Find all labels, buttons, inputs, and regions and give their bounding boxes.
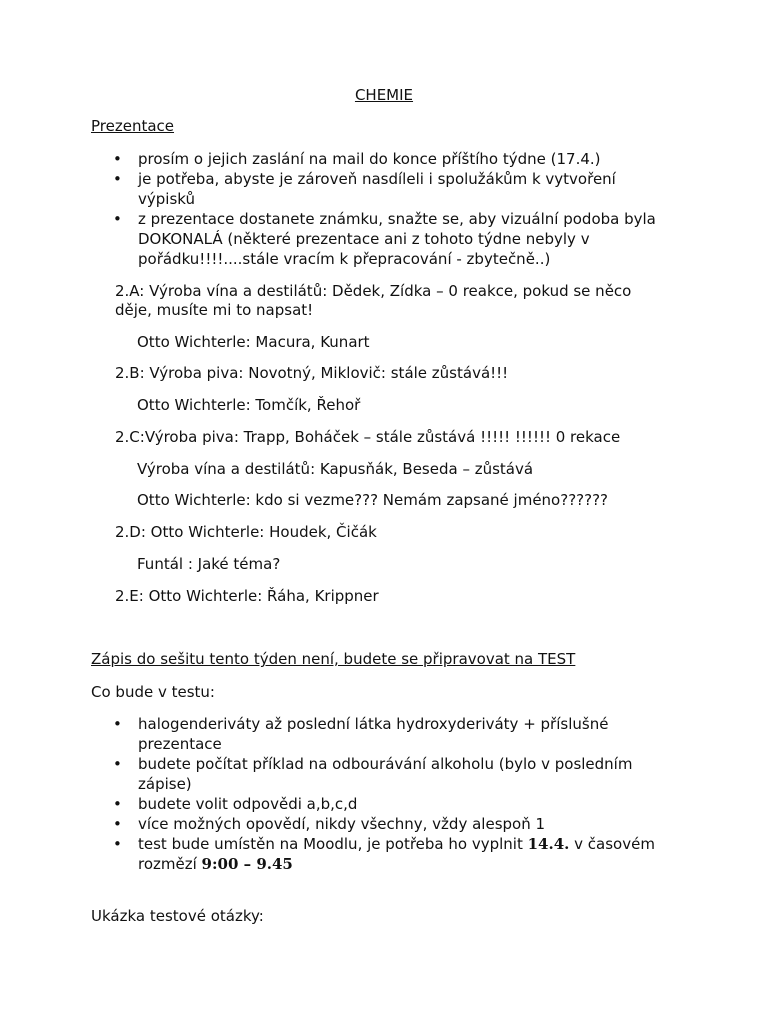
class-2b-sub: Otto Wichterle: Tomčík, Řehoř (137, 396, 361, 414)
list-item: • budete volit odpovědi a,b,c,d (91, 794, 691, 814)
list-item: • prosím o jejich zaslání na mail do konce příštího týdne (17.4.) (91, 149, 691, 169)
page-title: CHEMIE (354, 86, 414, 104)
class-2b-main: 2.B: Výroba piva: Novotný, Miklovič: stále zůstává!!! (115, 364, 509, 382)
class-2d-main: 2.D: Otto Wichterle: Houdek, Čičák (115, 523, 377, 541)
list-item: • budete počítat příklad na odbourávání alkoholu (bylo v posledním zápise) (91, 754, 658, 794)
notebook-heading: Zápis do sešitu tento týden není, budete se připravovat na TEST (91, 650, 576, 668)
test-intro: Co bude v testu: (91, 683, 215, 701)
presentations-list (91, 149, 691, 269)
class-2c-main: 2.C:Výroba piva: Trapp, Boháček – stále zůstává !!!!! !!!!!! 0 rekace (115, 428, 621, 446)
class-2c-sub1: Výroba vína a destilátů: Kapusňák, Beseda – zůstává (137, 460, 534, 478)
list-item-moodle (91, 834, 678, 874)
moodle-time: 9:00 – 9.45 (201, 855, 293, 873)
class-2e-main: 2.E: Otto Wichterle: Řáha, Krippner (115, 587, 379, 605)
class-2c-sub2: Otto Wichterle: kdo si vezme??? Nemám zapsané jméno?????? (137, 491, 608, 509)
class-2d-sub: Funtál : Jaké téma? (137, 555, 281, 573)
list-item: • je potřeba, abyste je zároveň nasdíleli i spolužákům k vytvoření výpisků (91, 169, 658, 209)
list-item: • více možných opovědí, nikdy všechny, vždy alespoň 1 (91, 814, 691, 834)
test-list (91, 714, 691, 874)
presentations-heading: Prezentace (91, 117, 175, 135)
sample-heading: Ukázka testové otázky: (91, 907, 264, 925)
list-item: • z prezentace dostanete známku, snažte se, aby vizuální podoba byla DOKONALÁ (některé prezentace ani z tohoto týdne nebyly v pořádku!!!!....stále vracím k přepracování - zbytečně..) (91, 209, 698, 269)
list-item: • halogenderiváty až poslední látka hydroxyderiváty + příslušné prezentace (91, 714, 658, 754)
moodle-text-1: test bude umístěn na Moodlu, je potřeba ho vyplnit (138, 835, 528, 853)
class-2a-line2: děje, musíte mi to napsat! (115, 301, 314, 319)
moodle-text-2: v časovém rozmězí (138, 835, 655, 873)
moodle-date: 14.4. (527, 835, 570, 853)
class-2a-sub: Otto Wichterle: Macura, Kunart (137, 333, 370, 351)
class-2a-line1: 2.A: Výroba vína a destilátů: Dědek, Zídka – 0 reakce, pokud se něco (115, 282, 632, 300)
